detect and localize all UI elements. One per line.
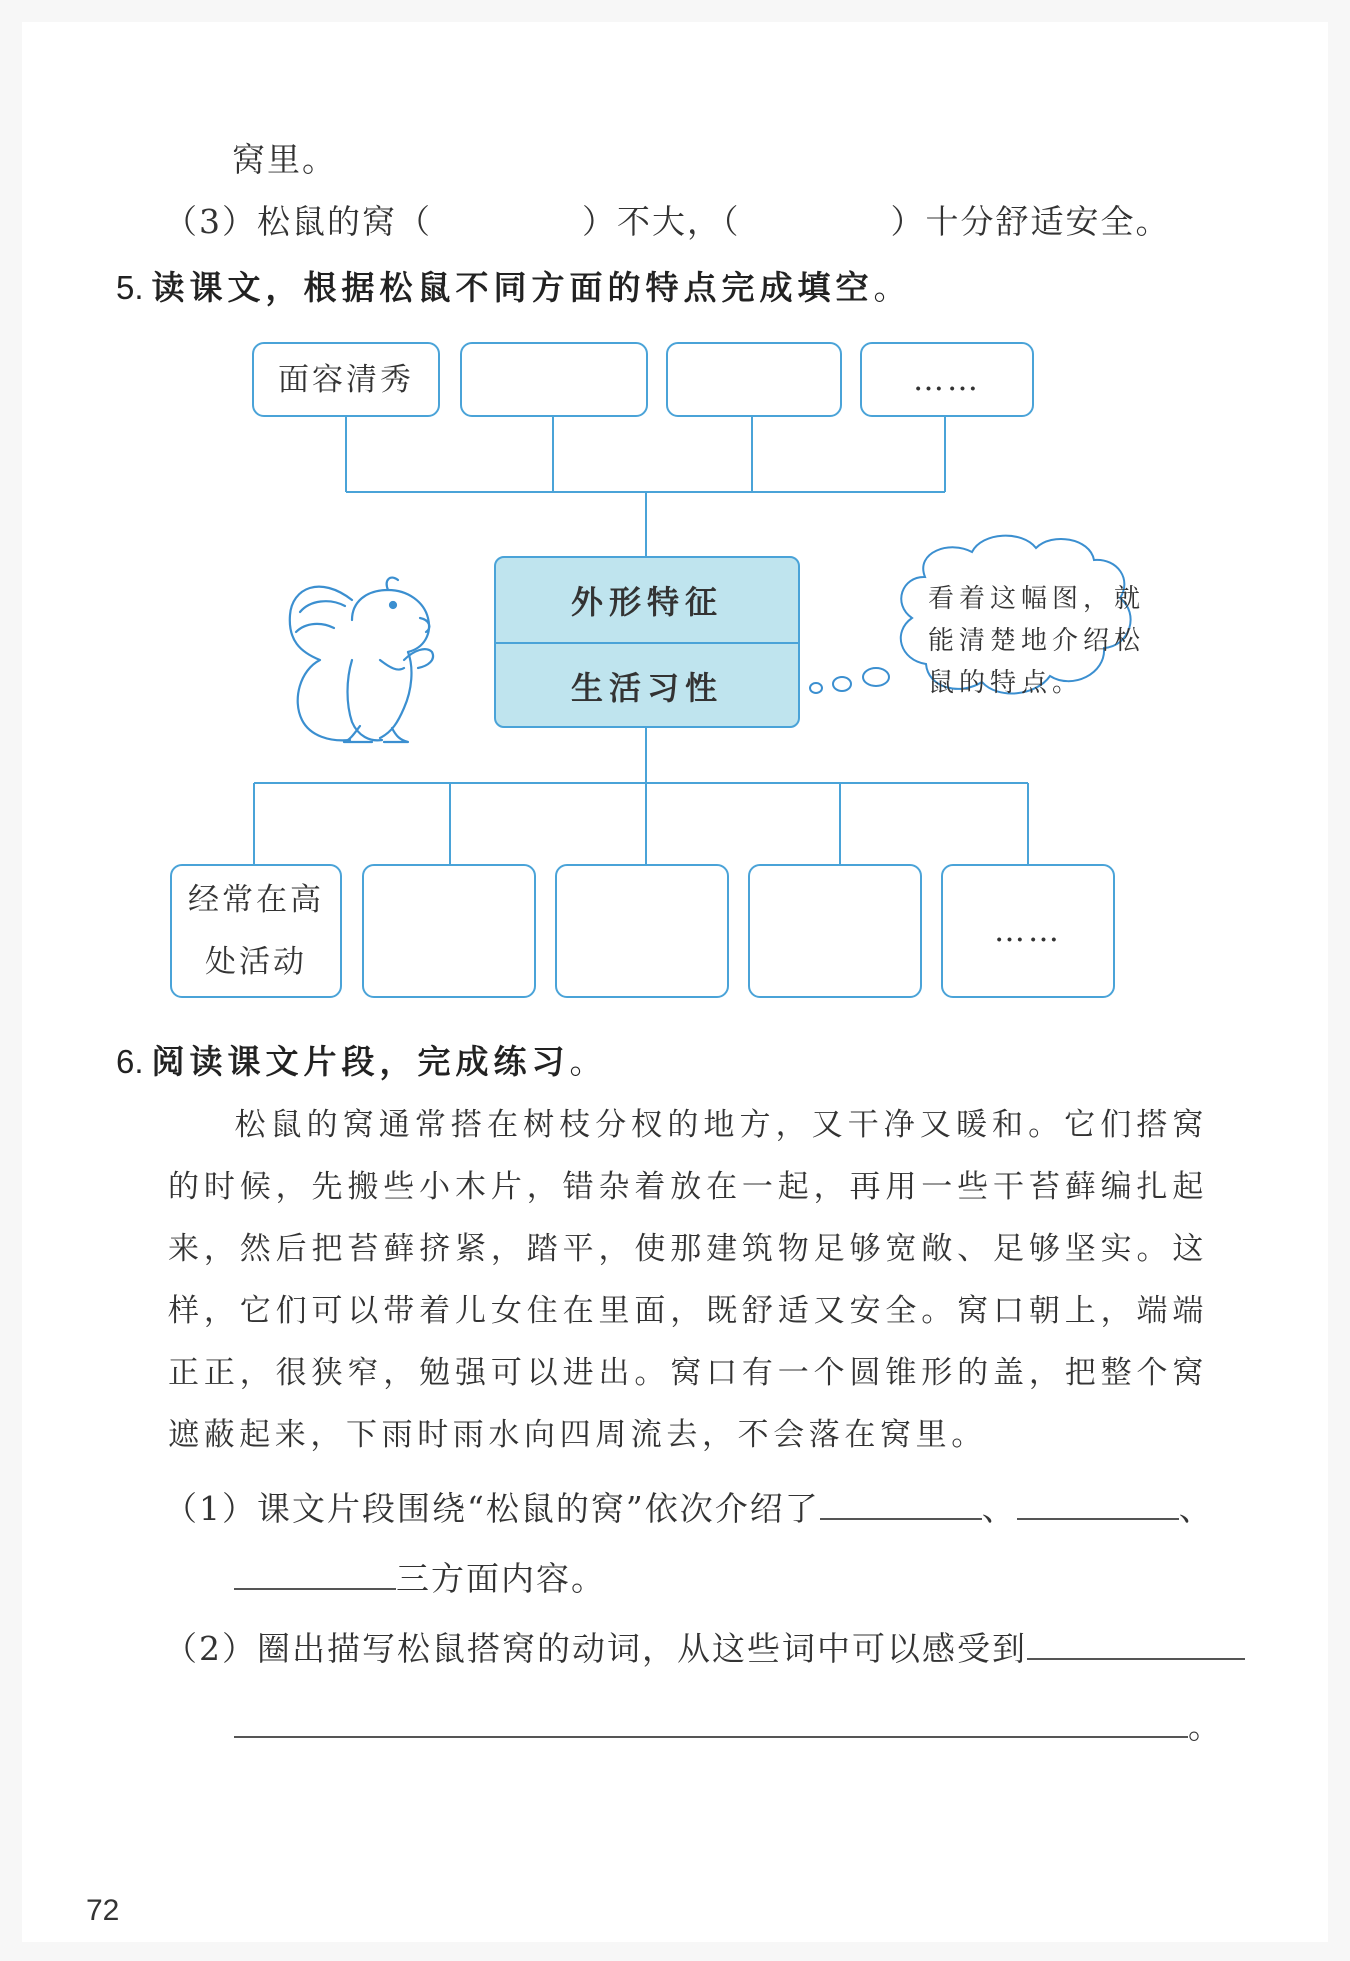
sub-question-2-cont <box>234 1702 1223 1747</box>
blank-habit-box[interactable] <box>748 864 922 998</box>
blank-trait-box[interactable] <box>666 342 842 417</box>
question-5-title <box>116 268 912 308</box>
reading-passage <box>168 1094 1208 1466</box>
item-3-suffix: ）十分舒适安全。 <box>890 202 1171 241</box>
blank-habit-box[interactable] <box>555 864 729 998</box>
sub-question-1 <box>164 1484 1214 1529</box>
sub-question-1-cont <box>234 1554 606 1599</box>
question-end: 。 <box>569 1042 608 1081</box>
sub1-prefix: （1）课文片段围绕“松鼠的窝”依次介绍了 <box>164 1489 820 1528</box>
center-category-box <box>494 556 800 728</box>
squirrel-illustration <box>290 578 433 742</box>
question-text: 阅读课文片段，完成练习 <box>151 1042 570 1081</box>
item-3-line <box>164 202 1171 242</box>
habit-box: 经常在高处活动 <box>170 864 342 998</box>
item-3-mid: ）不大，（ <box>582 202 741 241</box>
answer-blank[interactable] <box>1017 1484 1179 1520</box>
item-3-prefix: （3）松鼠的窝（ <box>164 202 432 241</box>
blank-habit-box[interactable] <box>362 864 536 998</box>
answer-blank[interactable] <box>234 1702 1188 1738</box>
continued-text: 窝里。 <box>232 140 337 179</box>
question-number: 5. <box>116 269 144 306</box>
ellipsis-box: …… <box>941 864 1115 998</box>
bubble-text: 看着这幅图，就能清楚地介绍松鼠的特点。 <box>928 584 1146 698</box>
question-end: 。 <box>873 268 912 307</box>
question-number: 6. <box>116 1043 144 1080</box>
answer-blank[interactable] <box>234 1554 396 1590</box>
ellipsis-box: …… <box>860 342 1034 417</box>
sub2-prefix: （2）圈出描写松鼠搭窝的动词，从这些词中可以感受到 <box>164 1629 1027 1668</box>
category-appearance: 外形特征 <box>570 583 723 621</box>
page-number: 72 <box>86 1894 120 1927</box>
sub2-end: 。 <box>1188 1707 1223 1746</box>
trait-box: 面容清秀 <box>252 342 440 417</box>
passage-text: 松鼠的窝通常搭在树枝分杈的地方，又干净又暖和。它们搭窝的时候，先搬些小木片，错杂着放在一起，再用一些干苔藓编扎起来，然后把苔藓挤紧，踏平，使那建筑物足够宽敞、足够坚实。这样，它们可以带着儿女住在里面，既舒适又安全。窝口朝上，端端正正，很狭窄，勉强可以进出。窝口有一个圆锥形的盖，把整个窝遮蔽起来，下雨时雨水向四周流去，不会落在窝里。 <box>168 1107 1208 1453</box>
question-text: 读课文，根据松鼠不同方面的特点完成填空 <box>151 268 874 307</box>
answer-blank[interactable] <box>820 1484 982 1520</box>
sub1-sep: 、 <box>1178 1489 1214 1528</box>
sub1-suffix: 三方面内容。 <box>396 1559 606 1598</box>
sub1-sep: 、 <box>981 1489 1017 1528</box>
sub-question-2 <box>164 1624 1245 1669</box>
category-habits: 生活习性 <box>570 669 723 707</box>
answer-blank[interactable] <box>1027 1624 1245 1660</box>
blank-trait-box[interactable] <box>460 342 648 417</box>
question-6-title <box>116 1042 608 1082</box>
